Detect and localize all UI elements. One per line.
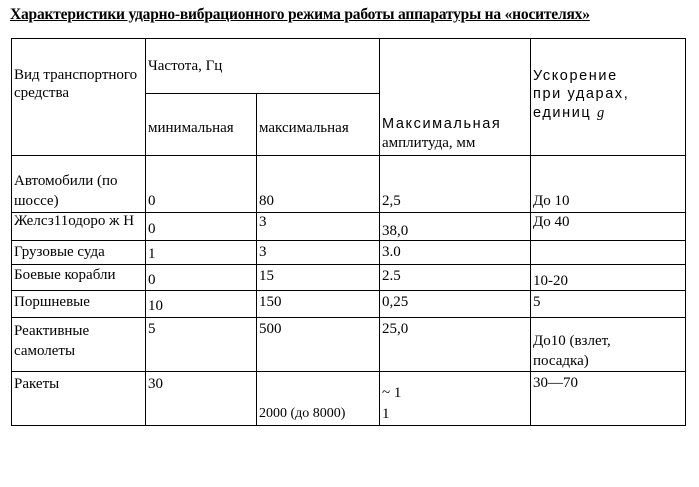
row-amp-text: 2,5 (382, 193, 401, 209)
table-row-7-acc (530, 371, 686, 426)
header-freq-max-text: максимальная (259, 120, 349, 136)
header-amplitude-line2: амплитуда, мм (382, 135, 476, 151)
g-symbol: g (596, 105, 606, 121)
row-amp-text: 2.5 (382, 268, 401, 284)
header-vehicle-type (11, 38, 146, 156)
header-acceleration-line3: единиц g (533, 105, 606, 121)
table-row-6-acc (530, 317, 686, 372)
table-row-7-max (256, 371, 380, 426)
table-row-2-amp (379, 212, 531, 241)
row-name-text: Боевые корабли (14, 267, 116, 283)
row-name-text: Желсз11одоро ж Н (14, 213, 135, 229)
row-amp-line1: ~ 1 (382, 385, 402, 401)
row-amp-line2: 1 (382, 406, 390, 422)
header-amplitude (379, 38, 531, 156)
table-row-5-name (11, 290, 146, 318)
row-name-text: Ракеты (14, 376, 60, 392)
table-row-1-name (11, 155, 146, 213)
table-row-3-amp (379, 240, 531, 265)
table-row-5-min (145, 290, 257, 318)
header-frequency-text: Частота, Гц (148, 58, 223, 74)
table-row-4-max (256, 264, 380, 291)
table-row-5-acc (530, 290, 686, 318)
header-freq-min (145, 93, 257, 156)
row-max-text: 3 (259, 214, 267, 230)
table-title: Характеристики ударно-вибрационного режима работы аппаратуры на «носителях» (10, 6, 590, 23)
vibration-table (11, 38, 686, 426)
row-min-text: 30 (148, 376, 163, 392)
table-row-3-max (256, 240, 380, 265)
table-row-3-min (145, 240, 257, 265)
row-name-text: Грузовые суда (14, 244, 105, 260)
row-min-text: 0 (148, 272, 156, 288)
table-row-4-name (11, 264, 146, 291)
row-min-text: 1 (148, 246, 156, 262)
table-row-3-name (11, 240, 146, 265)
header-freq-min-text: минимальная (148, 120, 234, 136)
header-acceleration (530, 38, 686, 156)
row-max-text: 80 (259, 193, 274, 209)
row-amp-text: 3.0 (382, 244, 401, 260)
row-max-text: 2000 (до 8000) (259, 406, 346, 421)
row-min-text: 0 (148, 221, 156, 237)
row-name-text: Поршневые (14, 294, 90, 310)
table-row-2-min (145, 212, 257, 241)
row-min-text: 5 (148, 321, 156, 337)
row-min-text: 0 (148, 193, 156, 209)
header-acceleration-line2: при ударах, (533, 86, 630, 102)
header-freq-max (256, 93, 380, 156)
row-amp-text: 0,25 (382, 294, 409, 310)
table-row-6-amp (379, 317, 531, 372)
table-row-6-max (256, 317, 380, 372)
row-max-text: 15 (259, 268, 274, 284)
table-row-1-amp (379, 155, 531, 213)
table-row-4-amp (379, 264, 531, 291)
table-row-1-acc (530, 155, 686, 213)
header-frequency (145, 38, 380, 94)
row-name-text: Реактивные самолеты (14, 323, 90, 359)
table-row-2-acc (530, 212, 686, 241)
table-row-5-max (256, 290, 380, 318)
header-acceleration-line1: Ускорение (533, 68, 618, 84)
row-acc-text: До 10 (533, 193, 570, 209)
table-row-3-acc (530, 240, 686, 265)
table-row-4-acc (530, 264, 686, 291)
row-acc-text: 10-20 (533, 273, 568, 289)
row-max-text: 500 (259, 321, 282, 337)
row-amp-text: 25,0 (382, 321, 409, 337)
header-vehicle-type-text: Вид транспортного средства (14, 67, 138, 101)
table-row-1-max (256, 155, 380, 213)
row-acc-text: До10 (взлет, посадка) (533, 333, 611, 369)
table-row-5-amp (379, 290, 531, 318)
row-amp-text: 38,0 (382, 223, 409, 239)
table-row-7-amp (379, 371, 531, 426)
row-max-text: 3 (259, 244, 267, 260)
row-min-text: 10 (148, 298, 163, 314)
table-row-6-name (11, 317, 146, 372)
table-row-4-min (145, 264, 257, 291)
table-row-6-min (145, 317, 257, 372)
row-acc-text: До 40 (533, 214, 570, 230)
table-row-7-name (11, 371, 146, 426)
table-row-2-name (11, 212, 146, 241)
table-row-1-min (145, 155, 257, 213)
row-acc-text: 30—70 (533, 375, 578, 391)
row-max-text: 150 (259, 294, 282, 310)
table-row-7-min (145, 371, 257, 426)
table-row-2-max (256, 212, 380, 241)
row-name-text: Автомобили (по шоссе) (14, 173, 118, 209)
row-acc-text: 5 (533, 294, 541, 310)
header-amplitude-line1: Максимальная (382, 116, 502, 132)
